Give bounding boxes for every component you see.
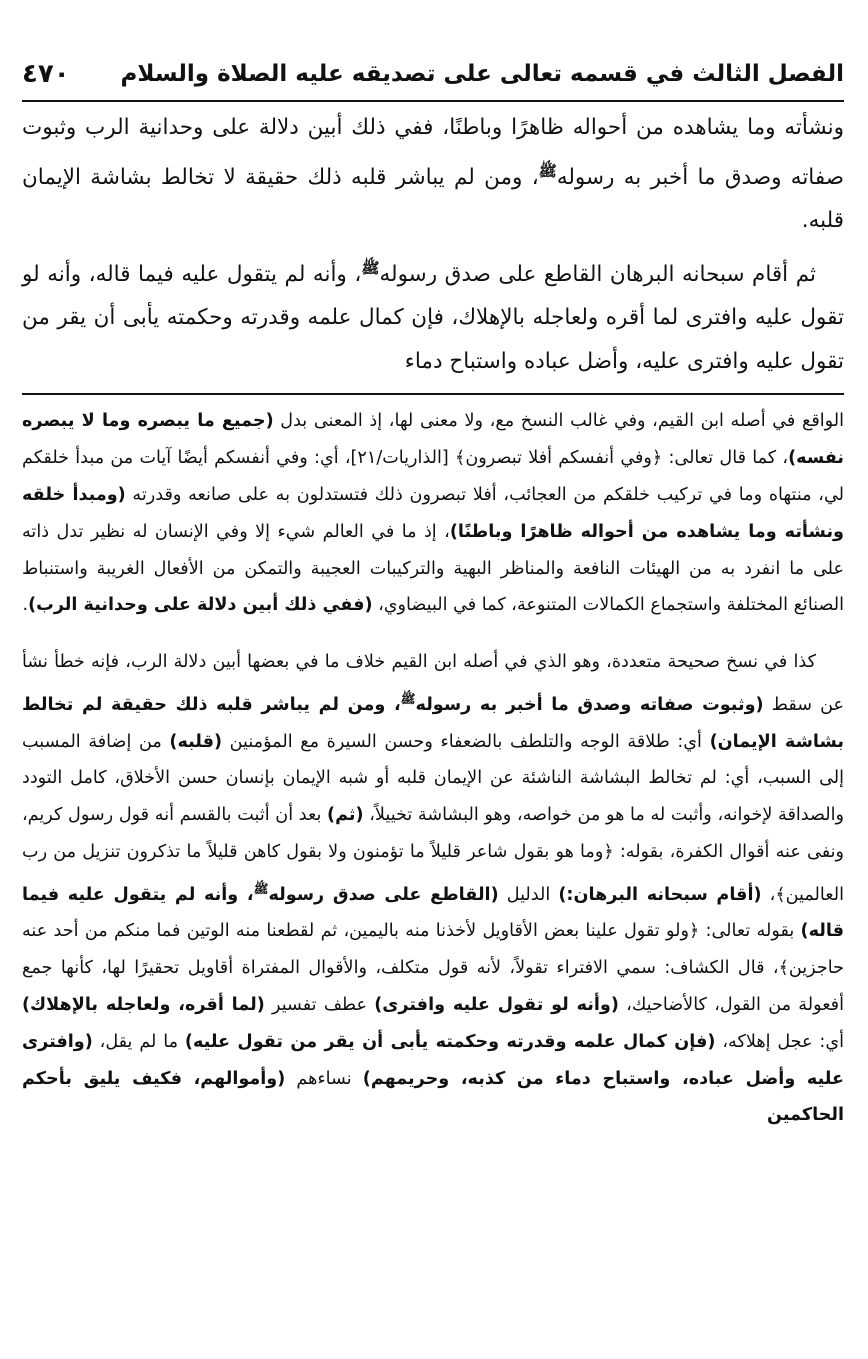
footnote-text: ، كما قال تعالى: ﴿وفي أنفسكم أفلا تبصرون﴾ [الذاريات/٢١]، أي: وفي أنفسكم أيضًا آيات من مبدأ خلقكم لي، منتهاه وما في تركيب خلقكم من العجائب، أفلا تبصرون ذلك فتستدلون به على صانعه وقدرته [22,448,844,505]
footnote-text: ما لم يقل، [92,1031,185,1052]
footnote-separator [22,393,844,395]
honorific-glyph: ﷺ [400,691,416,706]
page-header [22,48,844,102]
main-paragraph-1 [22,106,844,243]
book-page [22,48,844,1134]
quoted-text: ، ومن لم يباشر قلبه ذلك حقيقة لم تخالط بشاشة الإيمان) [22,694,844,752]
footnote-text: . [22,595,29,616]
footnotes [22,403,844,1134]
main-text-span: ، ومن لم يباشر قلبه ذلك حقيقة لا تخالط بشاشة الإيمان قلبه. [22,164,844,234]
honorific-glyph: ﷺ [538,161,557,180]
footnote-2 [22,644,844,1134]
main-text [22,106,844,383]
quoted-text: (وافترى عليه وأضل عباده، واستباح دماء من كذبه، وحريمهم) [22,1031,844,1089]
quoted-text: (وأموالهم، فكيف يليق بأحكم الحاكمين [22,1068,844,1126]
footnote-text: أي: عجل إهلاكه، [715,1031,844,1052]
footnote-text: من إضافة المسبب إلى السبب، أي: لم تخالط البشاشة الناشئة عن الإيمان قلبه أو شبه الإيمان بإنسان حسن الأخلاق، كامل التودد والصداقة لإخوانه، وأثبت له ما هو من خواصه، وهو البشاشة تخييلاً، [22,731,844,826]
footnote-text: بقوله تعالى: ﴿ولو تقول علينا بعض الأقاويل لأخذنا منه باليمين، ثم لقطعنا منه الوتين فما منكم من أحد عنه حاجزين﴾، قال الكشاف: سمي الافتراء تقولاً، لأنه قول متكلف، والأقوال المفتراة أقاويل تحقيرًا لها، كأنها جمع أفعولة من القول، كالأضاحيك، [22,921,844,1015]
quoted-text: (وثبوت صفاته وصدق ما أخبر به رسوله [415,694,764,715]
footnote-1 [22,403,844,624]
main-paragraph-2 [22,247,844,384]
main-text-span: ثم أقام سبحانه البرهان القاطع على صدق رسوله [379,261,816,287]
main-text-span: ، وأنه لم يتقول عليه فيما قاله، وأنه لو تقول عليه وافترى لما أقره ولعاجله بالإهلاك، فإن كمال علمه وقدرته وحكمته يأبى أن يقر من تقول عليه وافترى عليه، وأضل عباده واستباح دماء [22,261,844,374]
footnote-text: ، إذ ما في العالم شيء إلا وفي الإنسان له نظير تدل ذاته على ما انفرد به من الهيئات النافعة والمناظر البهية والتركيبات العجيبة والتمكن من الأفعال الغريبة واستنباط الصنائع المختلفة واستجماع الكمالات المتنوعة، كما في البيضاوي، [22,521,844,616]
footnote-text: عطف تفسير [264,994,375,1015]
honorific-glyph: ﷺ [253,881,269,896]
footnote-text: كذا في نسخ صحيحة متعددة، وهو الذي في أصله ابن القيم خلاف ما في بعضها أبين دلالة الرب، فإنه خطأ نشأ عن سقط [22,652,845,715]
footnote-text: بعد أن أثبت بالقسم أنه قول رسول كريم، ونفى عنه أقوال الكفرة، بقوله: ﴿وما هو بقول شاعر قليلاً ما تؤمنون ولا بقول كاهن قليلاً ما تذكرون تنزيل من رب العالمين﴾، [22,805,844,905]
footnote-text: أي: طلاقة الوجه والتلطف بالضعفاء وحسن السيرة مع المؤمنين [222,731,710,752]
quoted-text: (فإن كمال علمه وقدرته وحكمته يأبى أن يقر من تقول عليه) [184,1031,716,1052]
quoted-text: (جميع ما يبصره وما لا يبصره نفسه) [22,411,844,469]
footnote-text: الواقع في أصله ابن القيم، وفي غالب النسخ مع، ولا معنى لها، إذ المعنى بدل [273,411,844,432]
honorific-glyph: ﷺ [361,258,380,277]
quoted-text: ، وأنه لم يتقول عليه فيما قاله) [22,884,844,942]
footnote-text: نساءهم [285,1068,363,1089]
main-text-span: ونشأته وما يشاهده من أحواله ظاهرًا وباطنًا، ففي ذلك أبين دلالة على وحدانية الرب وثبوت صفاته وصدق ما أخبر به رسوله [22,115,844,190]
quoted-text: (وأنه لو تقول عليه وافترى) [374,994,619,1015]
quoted-text: (ثم) [327,805,364,826]
running-title: الفصل الثالث في قسمه تعالى على تصديقه عليه الصلاة والسلام [120,61,844,87]
footnote-text: الدليل [498,884,559,905]
quoted-text: (ففي ذلك أبين دلالة على وحدانية الرب) [28,595,373,616]
page-number: ٤٧٠ [22,59,70,89]
quoted-text: (القاطع على صدق رسوله [268,884,499,905]
quoted-text: (قلبه) [169,731,223,752]
quoted-text: (أقام سبحانه البرهان:) [558,884,762,905]
quoted-text: (لما أقره، ولعاجله بالإهلاك) [22,994,265,1015]
quoted-text: (ومبدأ خلقه ونشأته وما يشاهده من أحواله ظاهرًا وباطنًا) [22,484,844,542]
